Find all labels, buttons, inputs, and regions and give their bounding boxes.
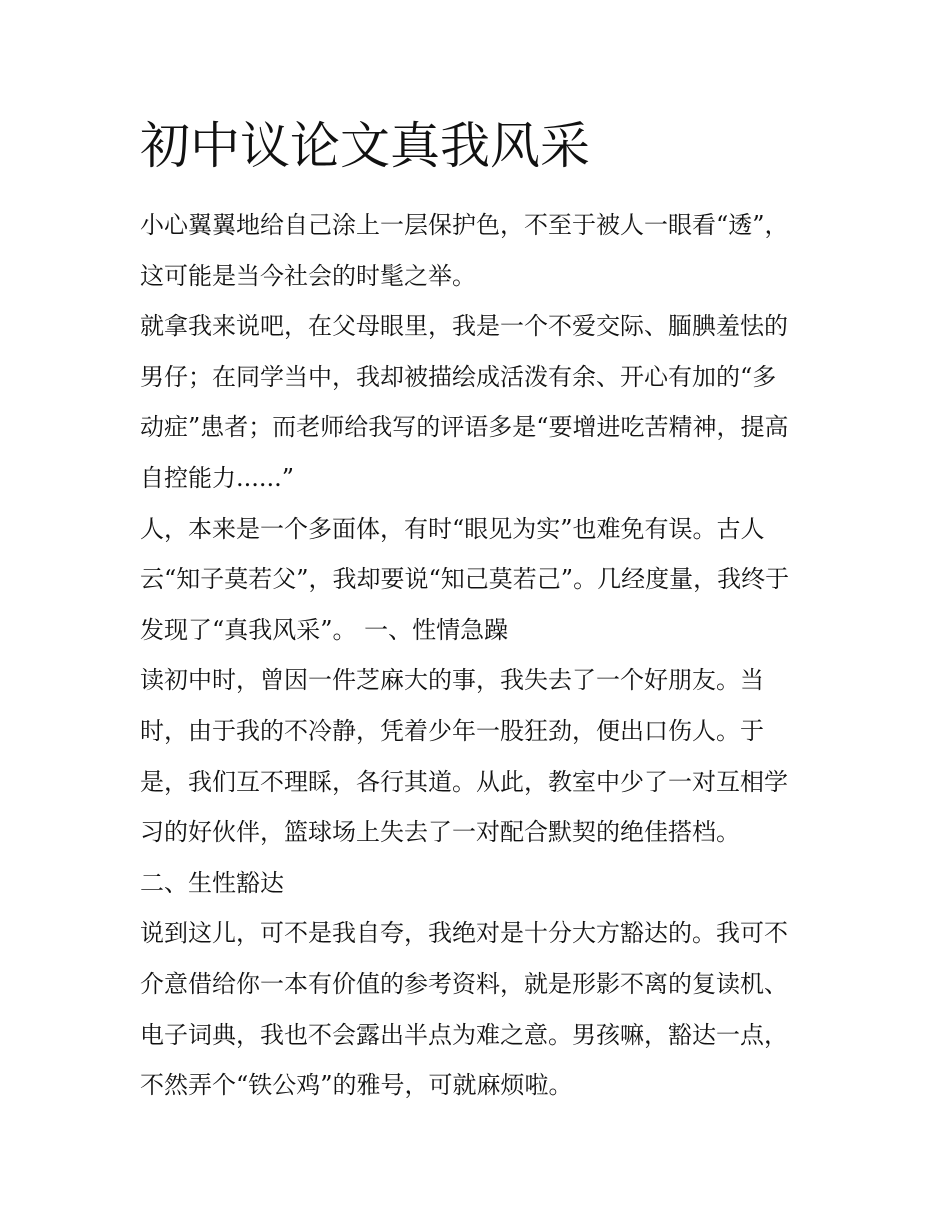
text-line: 小心翼翼地给自己涂上一层保护色，不至于被人一眼看“透”， <box>140 211 789 239</box>
text-line: 电子词典，我也不会露出半点为难之意。男孩嘛，豁达一点， <box>140 1020 788 1049</box>
text-line: 介意借给你一本有价值的参考资料，就是形影不离的复读机、 <box>140 969 788 998</box>
text-line: 就拿我来说吧，在父母眼里，我是一个不爱交际、腼腆羞怯的 <box>140 312 788 341</box>
text-line: 云“知子莫若父”，我却要说“知己莫若己”。几经度量，我终于 <box>140 565 790 594</box>
text-line: 自控能力......” <box>140 463 295 492</box>
text-line: 这可能是当今社会的时髦之举。 <box>140 261 476 290</box>
text-line: 是，我们互不理睬，各行其道。从此，教室中少了一对互相学 <box>140 767 788 796</box>
document-body <box>140 200 820 1111</box>
text-line: 不然弄个“铁公鸡”的雅号，可就麻烦啦。 <box>140 1071 573 1100</box>
text-line: 说到这儿，可不是我自夸，我绝对是十分大方豁达的。我可不 <box>140 919 788 948</box>
text-line: 发现了“真我风采”。 一、性情急躁 <box>140 615 509 644</box>
text-line: 男仔；在同学当中，我却被描绘成活泼有余、开心有加的“多 <box>140 362 777 391</box>
text-line: 习的好伙伴，篮球场上失去了一对配合默契的绝佳搭档。 <box>140 818 740 847</box>
text-line: 时，由于我的不冷静，凭着少年一股狂劲，便出口伤人。于 <box>140 716 764 745</box>
text-line: 动症”患者；而老师给我写的评语多是“要增进吃苦精神，提高 <box>140 413 789 442</box>
section-heading: 二、生性豁达 <box>140 868 284 897</box>
document-title: 初中议论文真我风采 <box>140 117 590 175</box>
text-line: 读初中时，曾因一件芝麻大的事，我失去了一个好朋友。当 <box>140 666 764 695</box>
text-line: 人，本来是一个多面体，有时“眼见为实”也难免有误。古人 <box>140 514 765 543</box>
